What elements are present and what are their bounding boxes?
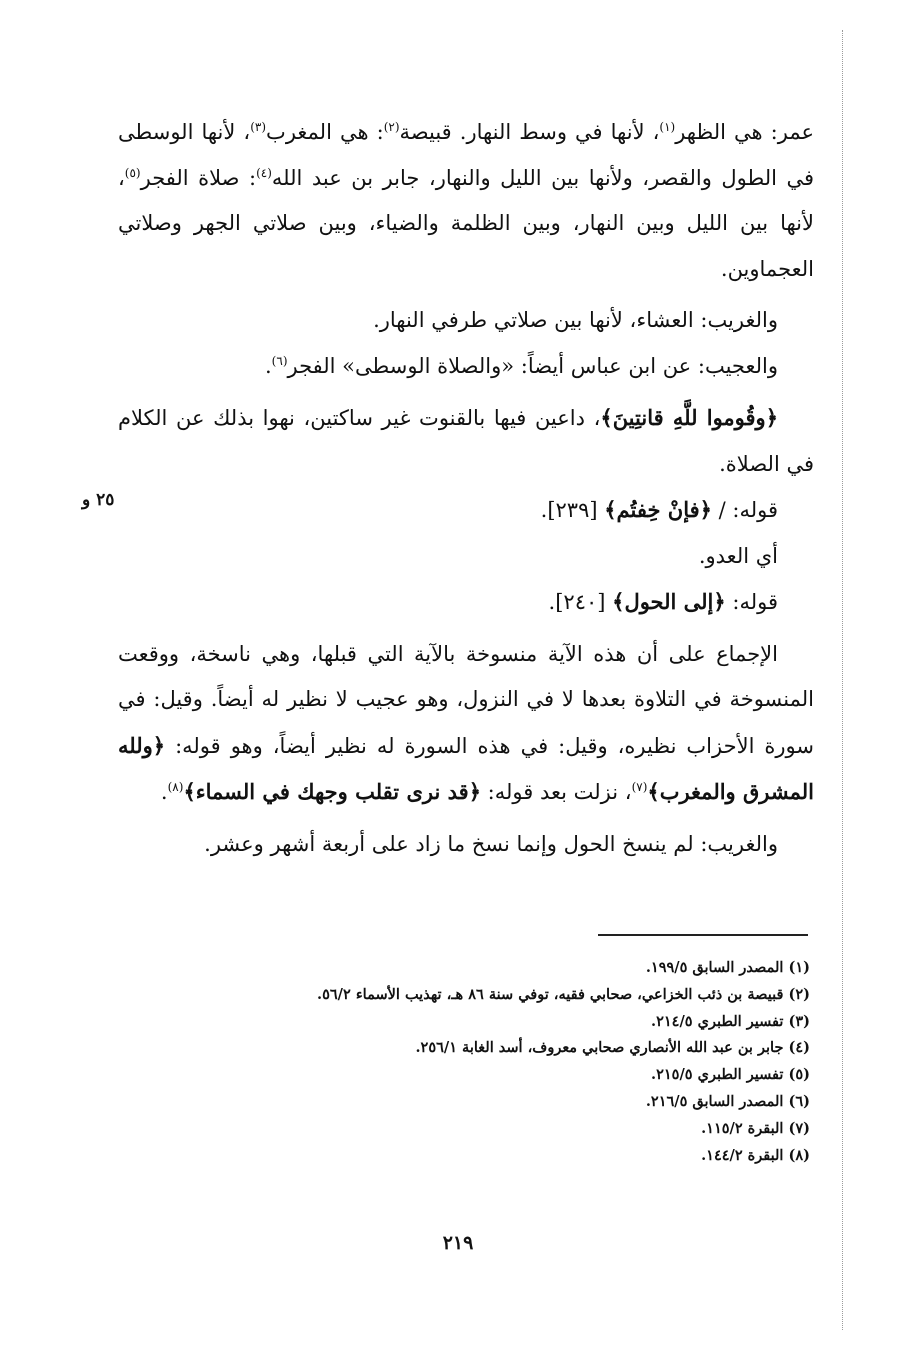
paragraph-4 [118, 395, 814, 487]
page-number: ٢١٩ [442, 1232, 474, 1254]
quran-quote: ﴿إلى الحول﴾ [612, 589, 726, 614]
paragraph-8 [118, 632, 814, 816]
text-run: ، نزلت بعد قوله: [481, 780, 632, 804]
text-run: قوله: / [711, 498, 778, 522]
paragraph-6 [118, 534, 814, 580]
quran-quote: ﴿وقُوموا للَّهِ قانتِينَ﴾ [600, 405, 779, 430]
footnote: (٦) المصدر السابق ٢١٦/٥. [645, 1092, 810, 1110]
footnote: (٨) البقرة ١٤٤/٢. [701, 1146, 810, 1164]
footnote: (٢) قبيصة بن ذئب الخزاعي، صحابي فقيه، توفي سنة ٨٦ هـ، تهذيب الأسماء ٥٦/٢. [317, 985, 810, 1003]
text-run: والغريب: لم ينسخ الحول وإنما نسخ ما زاد على أربعة أشهر وعشر. [204, 831, 778, 856]
verse-number: [٢٤٠]. [548, 590, 613, 614]
paragraph-7 [118, 579, 814, 626]
footnote-ref: (٦) [271, 353, 288, 368]
footnote: (٤) جابر بن عبد الله الأنصاري صحابي معروف، أسد الغابة ٢٥٦/١. [415, 1039, 810, 1057]
text-run: ، لأنها الوسطى في الطول والقصر، ولأنها بين الليل والنهار، جابر بن عبد الله [118, 120, 814, 190]
footnote-ref: (٥) [124, 165, 141, 180]
paragraph-5 [118, 487, 814, 534]
paragraph-2 [118, 298, 814, 344]
footnote-ref: (٤) [256, 165, 272, 180]
quran-quote: ﴿قد نرى تقلب وجهك في السماء﴾ [183, 779, 481, 804]
text-run: عمر: هي الظهر [675, 120, 814, 144]
footnote: (٥) تفسير الطبري ٢١٥/٥. [651, 1066, 810, 1084]
text-run: أي العدو. [698, 543, 778, 568]
paragraph-1 [118, 110, 814, 292]
manuscript-folio-note: ٢٥ و [82, 490, 115, 510]
verse-number: [٢٣٩]. [540, 498, 605, 522]
quran-quote: ﴿فإنْ خِفتُم﴾ [604, 497, 712, 522]
text-run: والعجيب: عن ابن عباس أيضاً: «والصلاة الوسطى» الفجر [287, 353, 778, 378]
footnote-ref: (٨) [167, 780, 184, 794]
quran-quote: ﴿ولله المشرق والمغرب﴾ [118, 732, 814, 804]
footnote-ref: (١) [659, 120, 676, 134]
text-run: الإجماع على أن هذه الآية منسوخة بالآية التي قبلها، وهي ناسخة، ووقعت المنسوخة في التلاوة بعدها لا في النزول، وهو عجيب لا نظير له أيضاً. وقيل: في سورة الأحزاب نظيره، وقيل: في هذه السورة له نظير أيضاً، وهو قوله: [118, 641, 814, 758]
paragraph-3 [118, 344, 814, 390]
text-run: . [160, 780, 168, 804]
text-run: ، لأنها في وسط النهار. قبيصة [399, 120, 660, 144]
paragraph-9 [118, 822, 814, 868]
text-run: قوله: [725, 590, 778, 614]
footnote: (١) المصدر السابق ١٩٩/٥. [645, 959, 810, 976]
footnote-ref: (٧) [631, 780, 648, 794]
footnote: (٧) البقرة ١١٥/٢. [701, 1119, 810, 1137]
text-run: . [264, 353, 272, 378]
main-text [118, 110, 814, 867]
footnote-ref: (٢) [383, 120, 400, 134]
footnote-ref: (٣) [250, 120, 267, 134]
text-run: : صلاة الفجر [140, 165, 257, 190]
footnote-divider [598, 934, 808, 936]
text-run: والغريب: العشاء، لأنها بين صلاتي طرفي النهار. [373, 308, 778, 332]
footnote: (٣) تفسير الطبري ٢١٤/٥. [651, 1012, 810, 1030]
footnotes [118, 955, 810, 1169]
text-run: ، داعين فيها بالقنوت غير ساكتين، نهوا بذلك عن الكلام في الصلاة. [118, 406, 814, 476]
scan-edge-line [842, 30, 843, 1330]
text-run: : هي المغرب [266, 120, 384, 144]
text-run: ، لأنها بين الليل وبين النهار، وبين الظلمة والضياء، وبين صلاتي الجهر وصلاتي العجماوين. [118, 165, 814, 281]
